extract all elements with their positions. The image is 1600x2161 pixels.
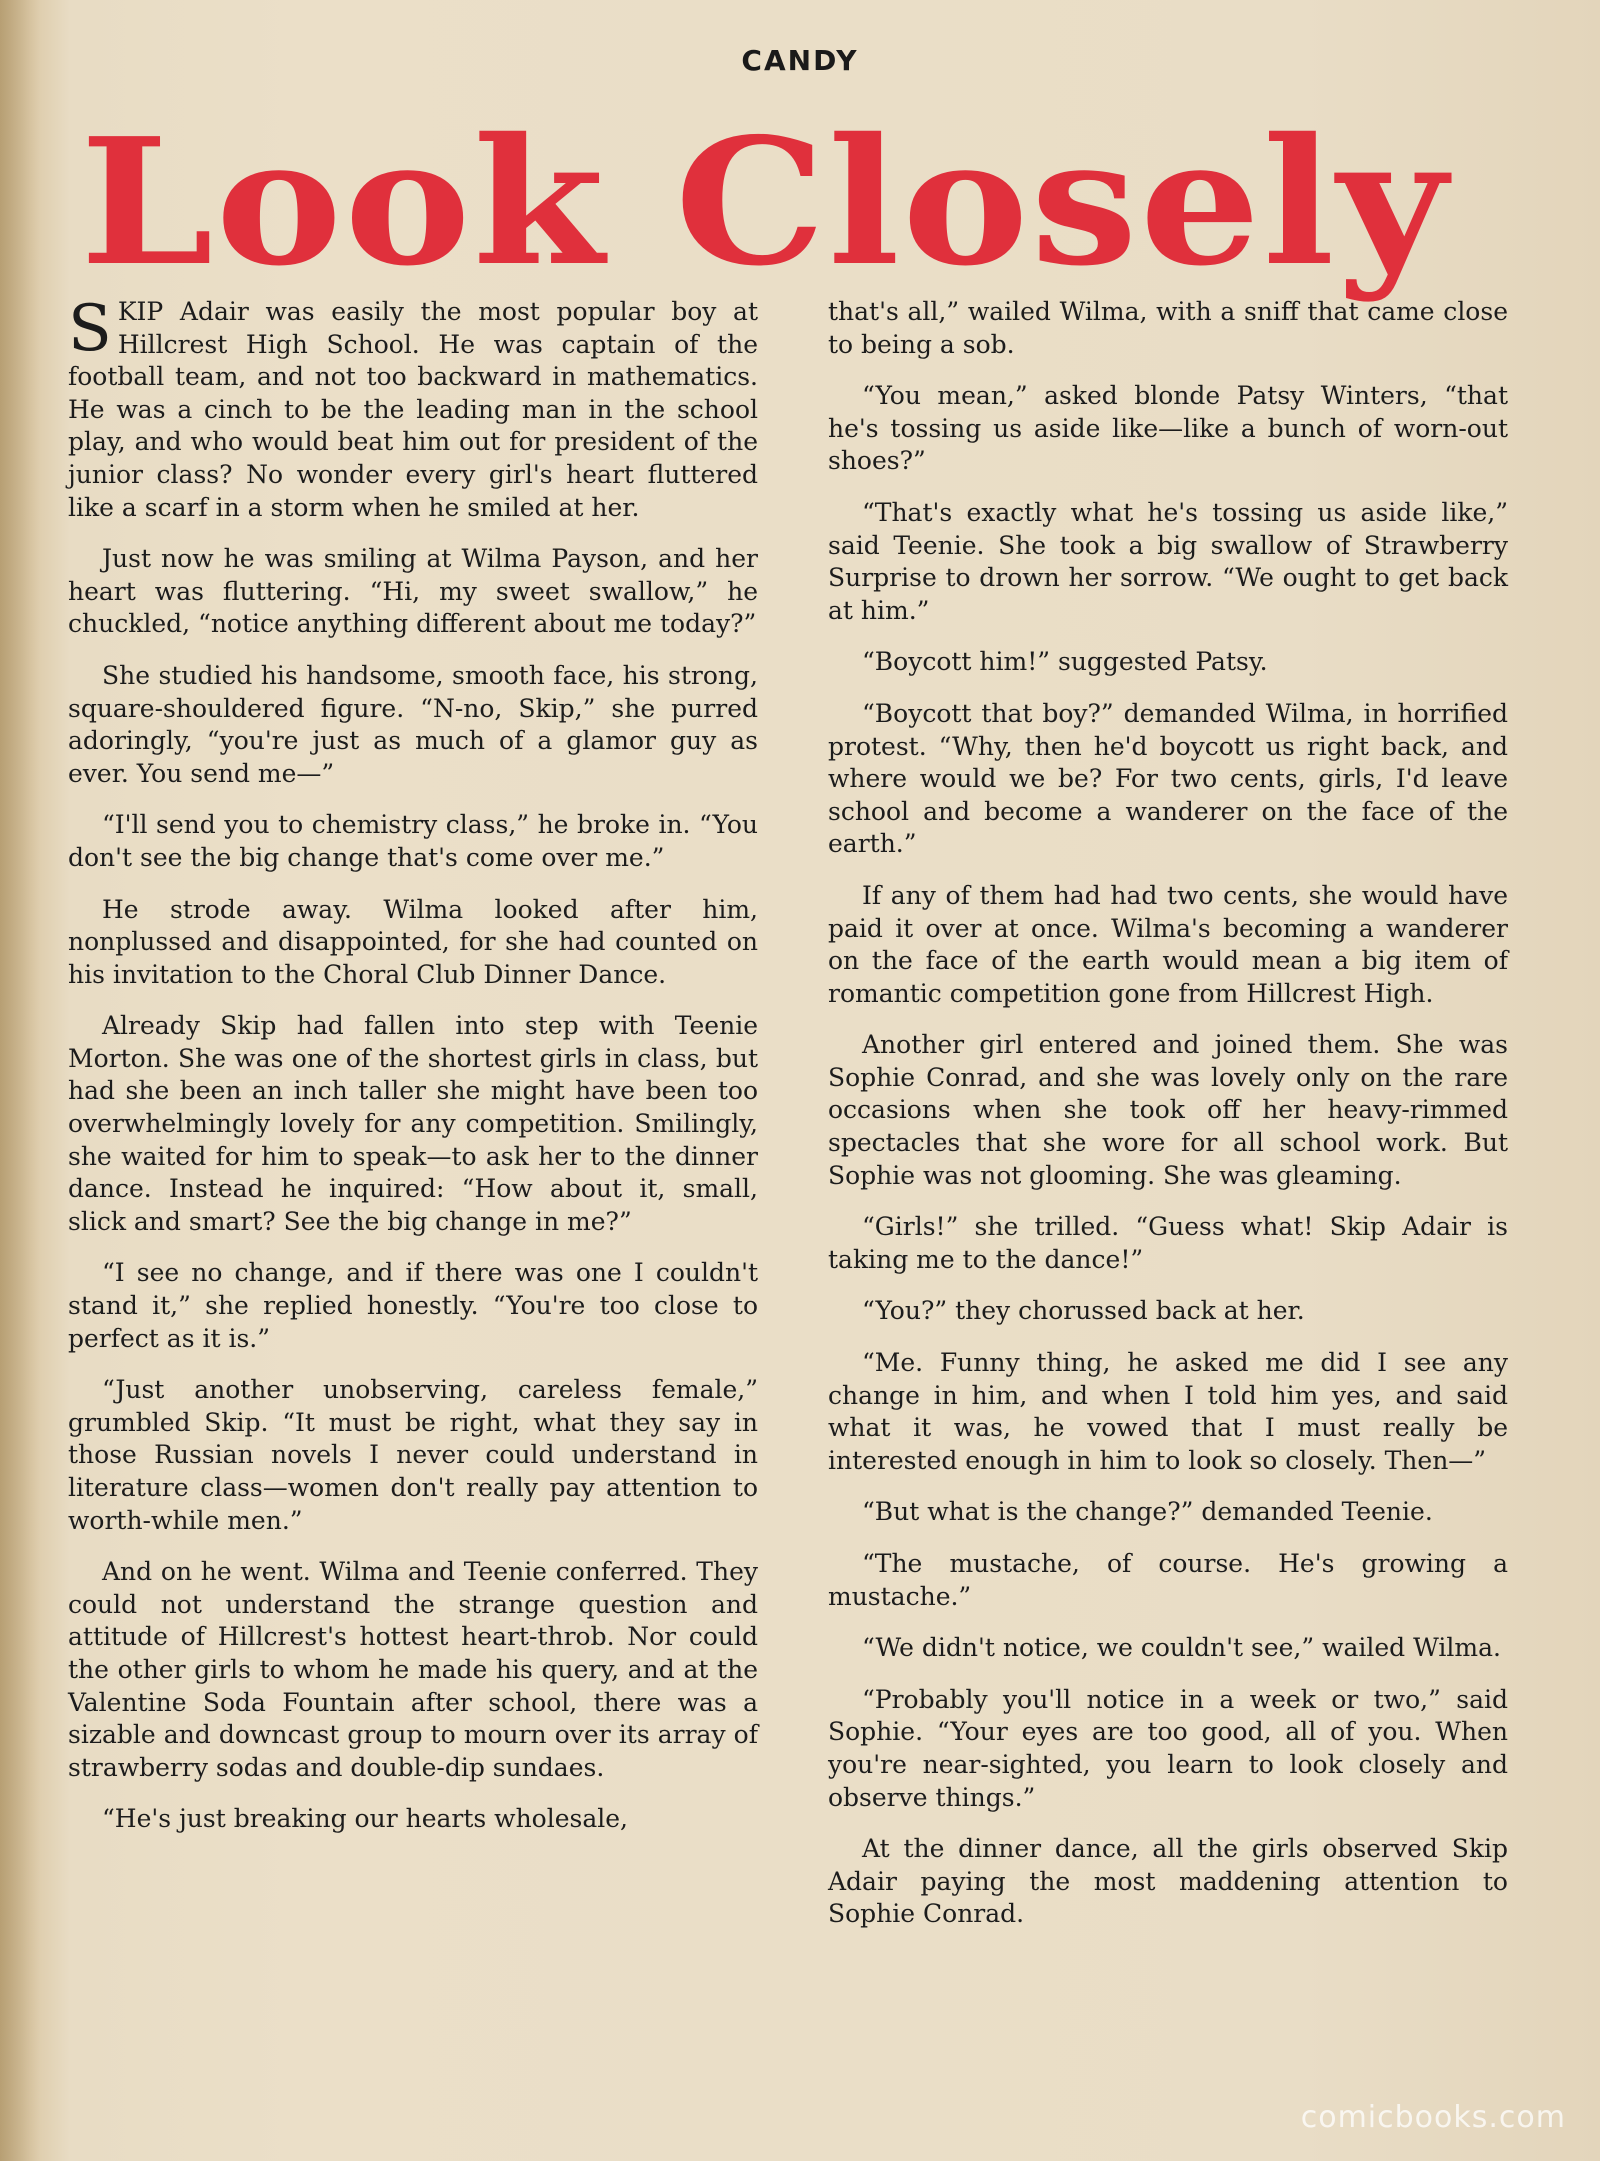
magazine-name: CANDY	[741, 44, 859, 77]
page-spine-shadow	[0, 0, 40, 2161]
story-paragraph: “We didn't notice, we couldn't see,” wailed Wilma.	[862, 1633, 1501, 1663]
story-paragraph: “Boycott that boy?” demanded Wilma, in horrified protest. “Why, then he'd boycott us right back, and where would we be? For two cents, girls, I'd leave school and become a wanderer on the face of the earth.”	[828, 698, 1508, 859]
story-paragraph: that's all,” wailed Wilma, with a sniff that came close to being a sob.	[828, 297, 1508, 359]
story-title: Look Closely	[80, 101, 1450, 305]
story-paragraph: He strode away. Wilma looked after him, nonplussed and disappointed, for she had counted on his invitation to the Choral Club Dinner Dance.	[68, 894, 758, 989]
story-paragraph: “Me. Funny thing, he asked me did I see any change in him, and when I told him yes, and said what it was, he vowed that I must really be interested enough in him to look so closely. Then—”	[828, 1348, 1508, 1475]
story-paragraph: Another girl entered and joined them. She was Sophie Conrad, and she was lovely only on the rare occasions when she took off her heavy-rimmed spectacles that she wore for all school work. But Sophie was not glooming. She was gleaming.	[828, 1030, 1508, 1190]
story-column-right	[828, 296, 1508, 1950]
story-column-left	[68, 292, 758, 1855]
story-paragraph: At the dinner dance, all the girls observed Skip Adair paying the most maddening attention to Sophie Conrad.	[828, 1834, 1508, 1929]
story-paragraph: “I see no change, and if there was one I couldn't stand it,” she replied honestly. “You're too close to perfect as it is.”	[68, 1258, 758, 1353]
story-paragraph: “You mean,” asked blonde Patsy Winters, “that he's tossing us aside like—like a bunch of worn-out shoes?”	[828, 381, 1508, 476]
story-paragraph: “The mustache, of course. He's growing a mustache.”	[828, 1549, 1508, 1611]
story-paragraph: “I'll send you to chemistry class,” he broke in. “You don't see the big change that's come over me.”	[68, 810, 758, 872]
story-paragraph-text: KIP Adair was easily the most popular boy at Hillcrest High School. He was captain of the football team, and not too backward in mathematics. He was a cinch to be the leading man in the school play, and who would beat him out for president of the junior class? No wonder every girl's heart fluttered like a scarf in a storm when he smiled at her.	[68, 297, 758, 522]
story-paragraph: “He's just breaking our hearts wholesale,	[102, 1804, 628, 1834]
drop-cap: S	[68, 292, 112, 366]
story-paragraph: Just now he was smiling at Wilma Payson, and her heart was fluttering. “Hi, my sweet swallow,” he chuckled, “notice anything different about me today?”	[68, 544, 758, 639]
watermark: comicbooks.com	[1300, 2100, 1566, 2135]
story-paragraph: Already Skip had fallen into step with Teenie Morton. She was one of the shortest girls in class, but had she been an inch taller she might have been too overwhelmingly lovely for any competition. Smilingly, she waited for him to speak—to ask her to the dinner dance. Instead he inquired: “How about it, small, slick and smart? See the big change in me?”	[68, 1011, 758, 1236]
story-paragraph: “Just another unobserving, careless female,” grumbled Skip. “It must be right, what they say in those Russian novels I never could understand in literature class—women don't really pay attention to worth-while men.”	[68, 1375, 758, 1535]
story-paragraph: She studied his handsome, smooth face, his strong, square-shouldered figure. “N-no, Skip,” she purred adoringly, “you're just as much of a glamor guy as ever. You send me—”	[68, 660, 758, 788]
story-paragraph: “You?” they chorussed back at her.	[862, 1296, 1305, 1326]
story-paragraph: “Boycott him!” suggested Patsy.	[862, 647, 1268, 677]
story-paragraph: “Girls!” she trilled. “Guess what! Skip Adair is taking me to the dance!”	[828, 1212, 1508, 1274]
story-paragraph: If any of them had had two cents, she would have paid it over at once. Wilma's becoming a wanderer on the face of the earth would mean a big item of romantic competition gone from Hillcrest High.	[828, 880, 1508, 1008]
story-paragraph: “But what is the change?” demanded Teenie.	[862, 1497, 1433, 1527]
story-paragraph: “Probably you'll notice in a week or two,” said Sophie. “Your eyes are too good, all of you. When you're near-sighted, you learn to look closely and observe things.”	[828, 1684, 1508, 1812]
story-paragraph: And on he went. Wilma and Teenie conferred. They could not understand the strange question and attitude of Hillcrest's hottest heart-throb. Nor could the other girls to whom he made his query, and at the Valentine Soda Fountain after school, there was a sizable and downcast group to mourn over its array of strawberry sodas and double-dip sundaes.	[68, 1557, 758, 1782]
story-paragraph: “That's exactly what he's tossing us aside like,” said Teenie. She took a big swallow of Strawberry Surprise to drown her sorrow. “We ought to get back at him.”	[828, 497, 1508, 625]
story-paragraph	[68, 292, 758, 524]
